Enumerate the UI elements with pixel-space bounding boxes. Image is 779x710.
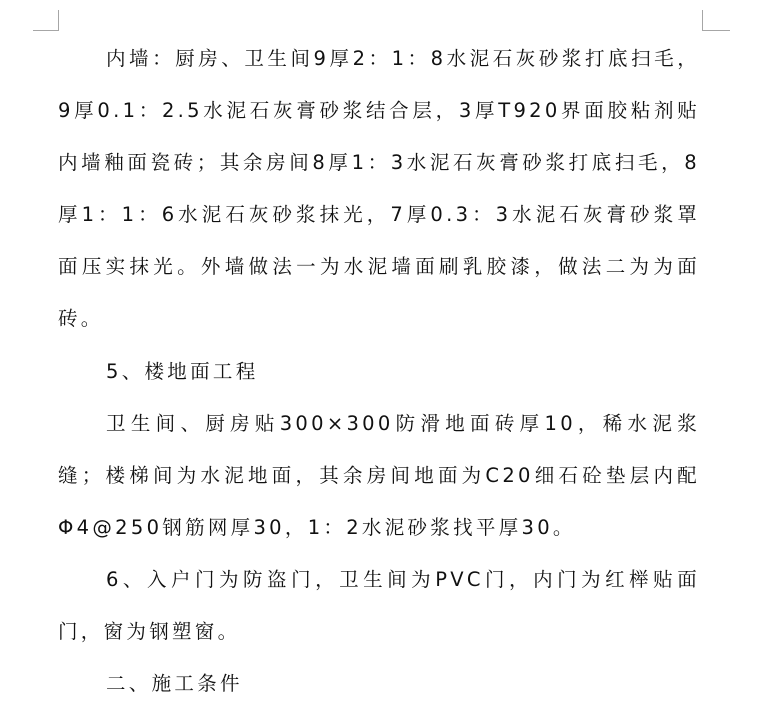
corner-mark-top-right-vertical <box>702 10 703 31</box>
corner-mark-top-left-vertical <box>58 10 59 31</box>
paragraph-doors-windows: 6、入户门为防盗门，卫生间为PVC门，内门为红榉贴面门，窗为钢塑窗。 <box>58 567 700 644</box>
paragraph-floor-works: 卫生间、厨房贴300×300防滑地面砖厚10，稀水泥浆缝；楼梯间为水泥地面，其余房间地面为C20细石砼垫层内配Φ4@250钢筋网厚30，1：2水泥砂浆找平厚30。 <box>58 411 700 539</box>
corner-mark-top-right-horizontal <box>702 30 730 31</box>
document-body <box>58 33 700 710</box>
corner-mark-top-left-horizontal <box>33 30 59 31</box>
paragraph-wall-finishes: 内墙：厨房、卫生间9厚2：1：8水泥石灰砂浆打底扫毛，9厚0.1：2.5水泥石灰膏砂浆结合层，3厚T920界面胶粘剂贴内墙釉面瓷砖；其余房间8厚1：3水泥石灰膏砂浆打底扫毛，8厚1：1：6水泥石灰砂浆抹光，7厚0.3：3水泥石灰膏砂浆罩面压实抹光。外墙做法一为水泥墙面刷乳胶漆，做法二为为面砖。 <box>58 47 700 331</box>
section-heading-floor-works: 5、楼地面工程 <box>106 359 259 383</box>
section-heading-construction-conditions: 二、施工条件 <box>106 672 243 696</box>
